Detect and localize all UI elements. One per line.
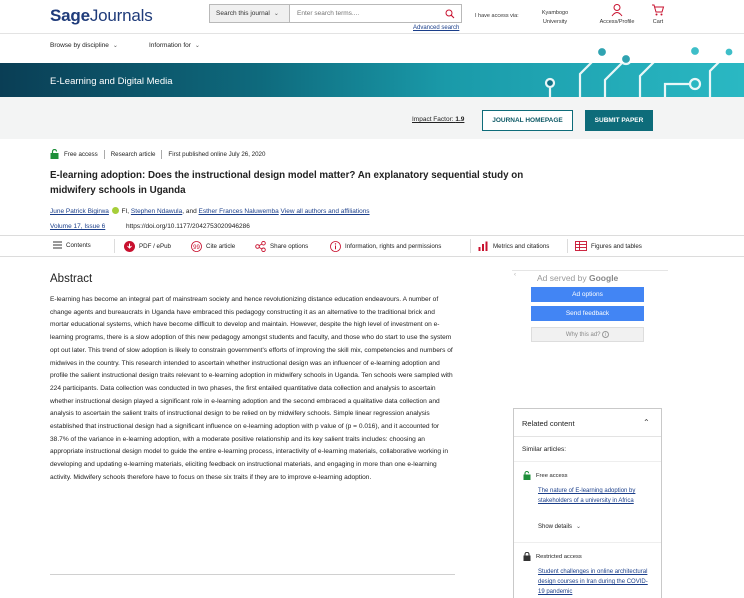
chevron-up-icon[interactable]: ⌃ <box>643 418 650 427</box>
access-via-label: I have access via: <box>475 13 519 19</box>
quote-icon <box>191 241 202 252</box>
impact-factor-value: 1.9 <box>455 116 465 123</box>
toolbar-divider <box>114 239 115 253</box>
contents-label: Contents <box>66 241 91 249</box>
figures-tables-button[interactable] <box>575 241 642 251</box>
send-feedback-button[interactable]: Send feedback <box>531 306 644 321</box>
lock-icon <box>523 552 531 561</box>
pdf-epub-button[interactable] <box>124 241 171 252</box>
ad-back-icon[interactable]: ‹ <box>514 272 516 278</box>
share-options-button[interactable] <box>255 241 308 252</box>
impact-factor-label: Impact Factor: <box>412 116 454 123</box>
logo-bold: Sage <box>50 6 90 25</box>
access-status: Free access <box>64 150 98 158</box>
author-separator: , and <box>182 208 197 215</box>
related-item-1-access <box>523 471 568 480</box>
information-rights-button[interactable] <box>330 241 441 252</box>
bar-chart-icon <box>478 241 489 251</box>
search-scope-label: Search this journal <box>216 10 270 17</box>
chevron-down-icon: ⌄ <box>273 11 279 17</box>
svg-text:99: 99 <box>193 245 200 251</box>
author-suffix: FI, <box>121 208 130 215</box>
article-type: Research article <box>110 150 156 158</box>
toolbar-divider <box>567 239 568 253</box>
sage-journals-logo[interactable] <box>50 6 153 26</box>
circuit-decoration <box>540 36 744 98</box>
person-icon <box>610 3 624 17</box>
panel-divider <box>514 436 661 437</box>
impact-factor-link[interactable] <box>412 116 464 123</box>
why-this-ad-label: Why this ad? <box>565 331 601 338</box>
share-icon <box>255 241 266 252</box>
open-lock-icon <box>523 471 531 480</box>
why-this-ad-button[interactable] <box>531 327 644 342</box>
institution-line-1: Kyambogo <box>541 10 569 16</box>
google-logo: Google <box>589 273 619 283</box>
information-rights-label: Information, rights and permissions <box>345 243 442 250</box>
author-link[interactable]: Esther Frances Naluwemba <box>198 208 279 215</box>
chevron-down-icon: ⌄ <box>112 43 118 49</box>
search-input[interactable] <box>290 5 439 22</box>
volume-issue-link[interactable]: Volume 17, Issue 6 <box>50 223 106 230</box>
journal-homepage-button[interactable]: JOURNAL HOMEPAGE <box>482 110 573 131</box>
metrics-citations-label: Metrics and citations <box>493 242 550 250</box>
cart-icon <box>651 3 665 17</box>
cart-button[interactable] <box>650 3 666 25</box>
chevron-down-icon: ⌄ <box>576 524 582 530</box>
toolbar-divider <box>470 239 471 253</box>
related-content-heading: Related content <box>522 419 575 428</box>
institution-name <box>537 9 573 27</box>
doi-link[interactable]: https://doi.org/10.1177/2042753020946286 <box>126 223 250 230</box>
logo-rest: Journals <box>89 6 153 25</box>
show-details-label: Show details <box>538 524 573 530</box>
search-scope-select[interactable] <box>210 5 290 22</box>
chevron-down-icon: ⌄ <box>194 43 200 49</box>
advanced-search-link[interactable]: Advanced search <box>413 25 460 31</box>
header-divider <box>0 33 744 34</box>
meta-divider <box>161 150 162 159</box>
cite-article-label: Cite article <box>206 243 236 250</box>
abstract-heading: Abstract <box>50 273 93 285</box>
author-list <box>50 207 370 215</box>
related-item-2-access-label: Restricted access <box>536 553 582 560</box>
published-date: First published online July 26, 2020 <box>168 150 266 158</box>
figures-tables-label: Figures and tables <box>591 242 642 250</box>
abstract-divider <box>50 574 455 575</box>
nav-browse-by-discipline[interactable] <box>50 42 118 49</box>
show-details-toggle[interactable] <box>538 523 581 530</box>
article-title: E-learning adoption: Does the instructional design model matter? An explanatory sequential study on midwifery schools in Uganda <box>50 170 524 196</box>
nav-information-for[interactable] <box>149 42 200 49</box>
cart-label: Cart <box>652 19 664 25</box>
contents-button[interactable] <box>53 241 91 249</box>
info-icon: i <box>602 331 609 338</box>
info-icon <box>330 241 341 252</box>
abstract-body: E-learning has become an integral part of mainstream society and hence revolutionizing distance education endeavours. A number of change agents and bureaucrats in Uganda have embraced this pedagogy constructing it as an alternative to the traditional brick and mortar educational systems, which have become difficult to develop and maintain. However, despite the high level of investment on e-learning programs, there is a slow adoption of this new pedagogy amongst students and faculty, and those who do start to use the system opt out later. This trend of slow adoption is likely to constrain government's efforts of improving the skill mix, competencies and numbers of midwives in the country. This research intended to ascertain whether instructional design was an influencer of e-learning adoption and profile the salient instructional design traits relevant to e-learning adoption in midwifery schools in Uganda. Ten schools were sampled with 224 participants. Data collection was conducted in two phases, the first entailed quantitative data collection and analysis to ascertain whether instructional design played a significant role in e-learning adoption and the second embraced a qualitative data collection and analysis to ascertain the salient traits of instructional design to be relied on by midwifery schools. Simple linear regression analysis established that instructional design had a significant influence on e-learning adoption with p value of (p = 0.016), and it accounted for 38.7% of the variance in e-learning adoption, with a moderate positive relationship and its key salient traits includes: choosing an appropriate instructional design model to guide the entire e-learning process, interactivity of e-learning materials, collaborative working in developing and updating e-learning materials, eliciting feedback on instructional materials, and engaging in more than one e-learning activity. Midwifery schools therefore have to focus on these six traits if they are to improve e-learning adoption. <box>50 296 453 481</box>
cite-article-button[interactable] <box>191 241 235 252</box>
nav-browse-label: Browse by discipline <box>50 42 109 49</box>
orcid-icon[interactable] <box>112 207 119 214</box>
ad-options-button[interactable]: Ad options <box>531 287 644 302</box>
institution-line-2: University <box>542 19 568 25</box>
account-button[interactable] <box>597 3 637 25</box>
submit-paper-button[interactable]: SUBMIT PAPER <box>585 110 653 131</box>
meta-divider <box>104 150 105 159</box>
author-link[interactable]: Stephen Ndawula <box>130 208 183 215</box>
search-bar <box>209 4 462 23</box>
list-icon <box>53 241 62 249</box>
panel-divider <box>514 461 661 462</box>
pdf-epub-label: PDF / ePub <box>139 243 171 250</box>
ad-served-by <box>537 273 618 283</box>
journal-name[interactable]: E-Learning and Digital Media <box>50 76 173 87</box>
similar-articles-label: Similar articles: <box>522 446 567 453</box>
account-label: Access/Profile <box>599 19 635 25</box>
pdf-download-icon <box>124 241 135 252</box>
all-authors-link[interactable]: View all authors and affiliations <box>280 208 370 215</box>
related-item-2-access <box>523 552 582 561</box>
related-item-1-link[interactable]: The nature of E-learning adoption by stakeholders of a university in Africa <box>538 488 636 504</box>
search-button[interactable] <box>439 5 461 22</box>
related-item-2-link[interactable]: Student challenges in online architectural design courses in Iran during the COVID-19 pandemic <box>538 569 648 595</box>
open-lock-icon <box>50 149 59 159</box>
ad-served-label: Ad served by <box>537 273 587 283</box>
search-icon <box>445 9 455 19</box>
table-icon <box>575 241 587 251</box>
nav-information-label: Information for <box>149 42 191 49</box>
author-link[interactable]: June Patrick Bigirwa <box>50 208 109 215</box>
metrics-citations-button[interactable] <box>478 241 549 251</box>
article-meta-row <box>50 149 265 159</box>
related-item-1-access-label: Free access <box>536 472 568 479</box>
share-options-label: Share options <box>270 243 309 250</box>
panel-divider <box>514 542 661 543</box>
